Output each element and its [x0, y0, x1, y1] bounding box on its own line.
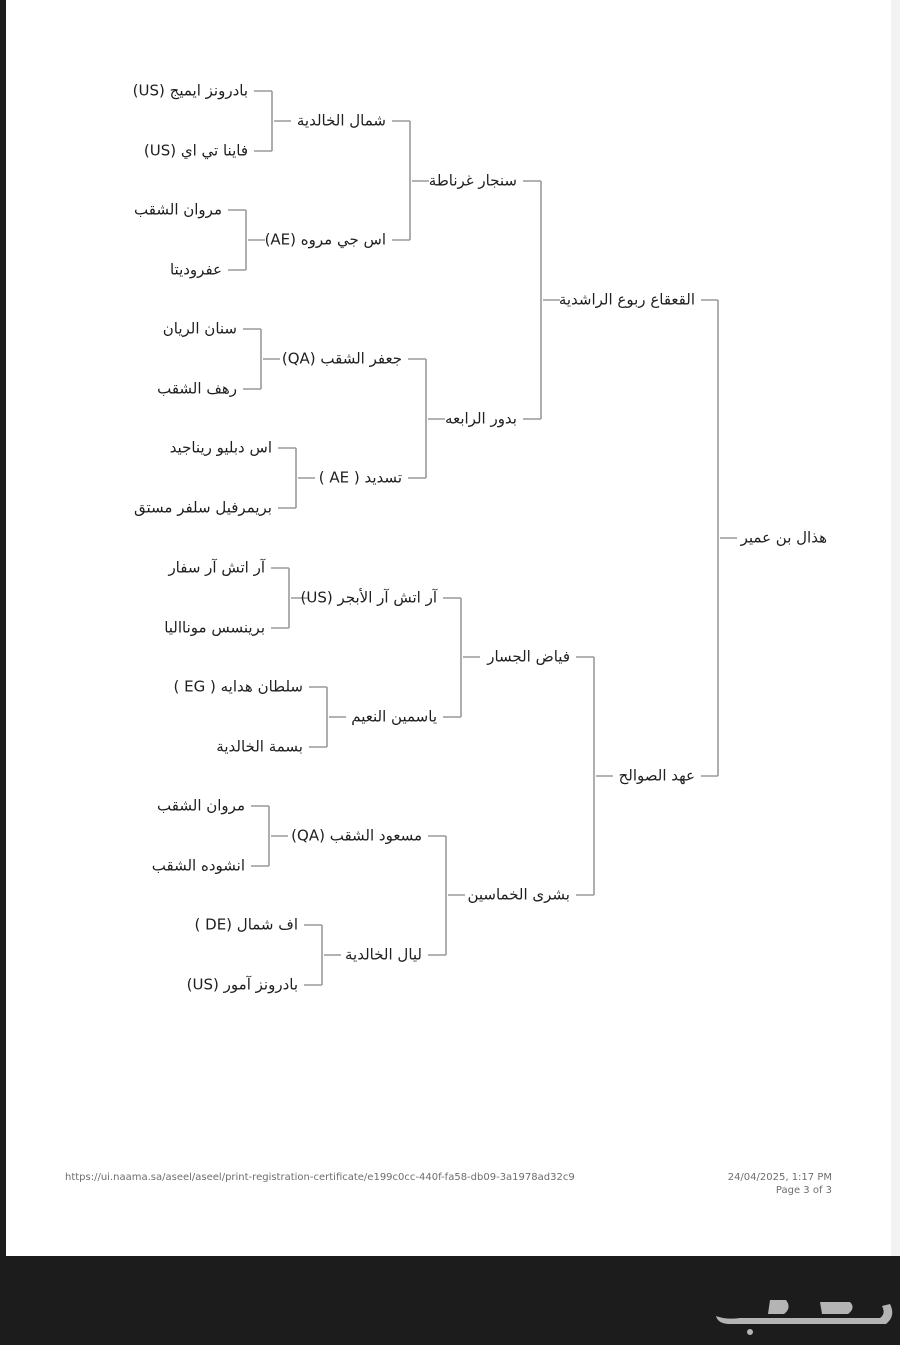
pedigree-gen3: جعفر الشقب (QA): [281, 349, 402, 368]
pedigree-sire-sire: سنجار غرناطة: [428, 171, 517, 190]
pedigree-gen3: ليال الخالدية: [345, 945, 422, 964]
pedigree-dam-dam: بشرى الخماسين: [467, 885, 570, 904]
pedigree-gen3: ياسمين النعيم: [351, 707, 437, 726]
footer-datetime: 24/04/2025, 1:17 PM: [727, 1172, 832, 1183]
footer-url: https://ui.naama.sa/aseel/aseel/print-registration-certificate/e199c0cc-440f-fa58-db09-3a1978ad32c9: [65, 1172, 575, 1183]
pedigree-gen3: اس جي مروه (AE): [264, 230, 386, 249]
pedigree-gen3: شمال الخالدية: [296, 111, 386, 130]
pedigree-dam-sire: فياض الجسار: [487, 647, 570, 666]
pedigree-gen4: بادرونز ايميج (US): [132, 81, 248, 100]
pedigree-gen3: مسعود الشقب (QA): [291, 826, 422, 845]
pedigree-gen4: اف شمال (DE ): [194, 915, 298, 934]
pedigree-gen4: بسمة الخالدية: [216, 737, 303, 756]
pedigree-gen4: سلطان هدايه ( EG ): [173, 677, 303, 696]
pedigree-gen4: اس دبليو ريناجيد: [169, 438, 272, 457]
pedigree-gen4: انشوده الشقب: [151, 856, 245, 875]
pedigree-gen4: فاينا تي اي (US): [143, 141, 248, 160]
pedigree-root: هذال بن عمير: [740, 528, 827, 547]
pedigree-gen4: رهف الشقب: [157, 379, 237, 398]
pedigree-sire-dam: بدور الرابعه: [445, 409, 517, 428]
pedigree-sire: القعقاع ربوع الراشدية: [558, 290, 695, 309]
pedigree-gen4: بريمرفيل سلفر مستق: [133, 498, 272, 517]
pedigree-gen4: مروان الشقب: [134, 200, 222, 219]
pedigree-gen4: آر اتش آر سفار: [168, 558, 265, 577]
pedigree-gen4: بادرونز آمور (US): [186, 975, 298, 994]
pedigree-gen4: عفروديتا: [169, 260, 222, 279]
pedigree-gen4: مروان الشقب: [157, 796, 245, 815]
pedigree-gen3: آر اتش آر الأبجر (US): [300, 588, 437, 607]
pedigree-gen3: تسديد ( AE ): [318, 468, 402, 487]
haraj-logo-icon: [710, 1290, 900, 1340]
pedigree-dam: عهد الصوالح: [618, 766, 695, 785]
pedigree-gen4: سنان الريان: [162, 319, 237, 338]
footer-page-number: Page 3 of 3: [775, 1185, 832, 1196]
pedigree-gen4: برينسس مونااليا: [164, 618, 265, 637]
